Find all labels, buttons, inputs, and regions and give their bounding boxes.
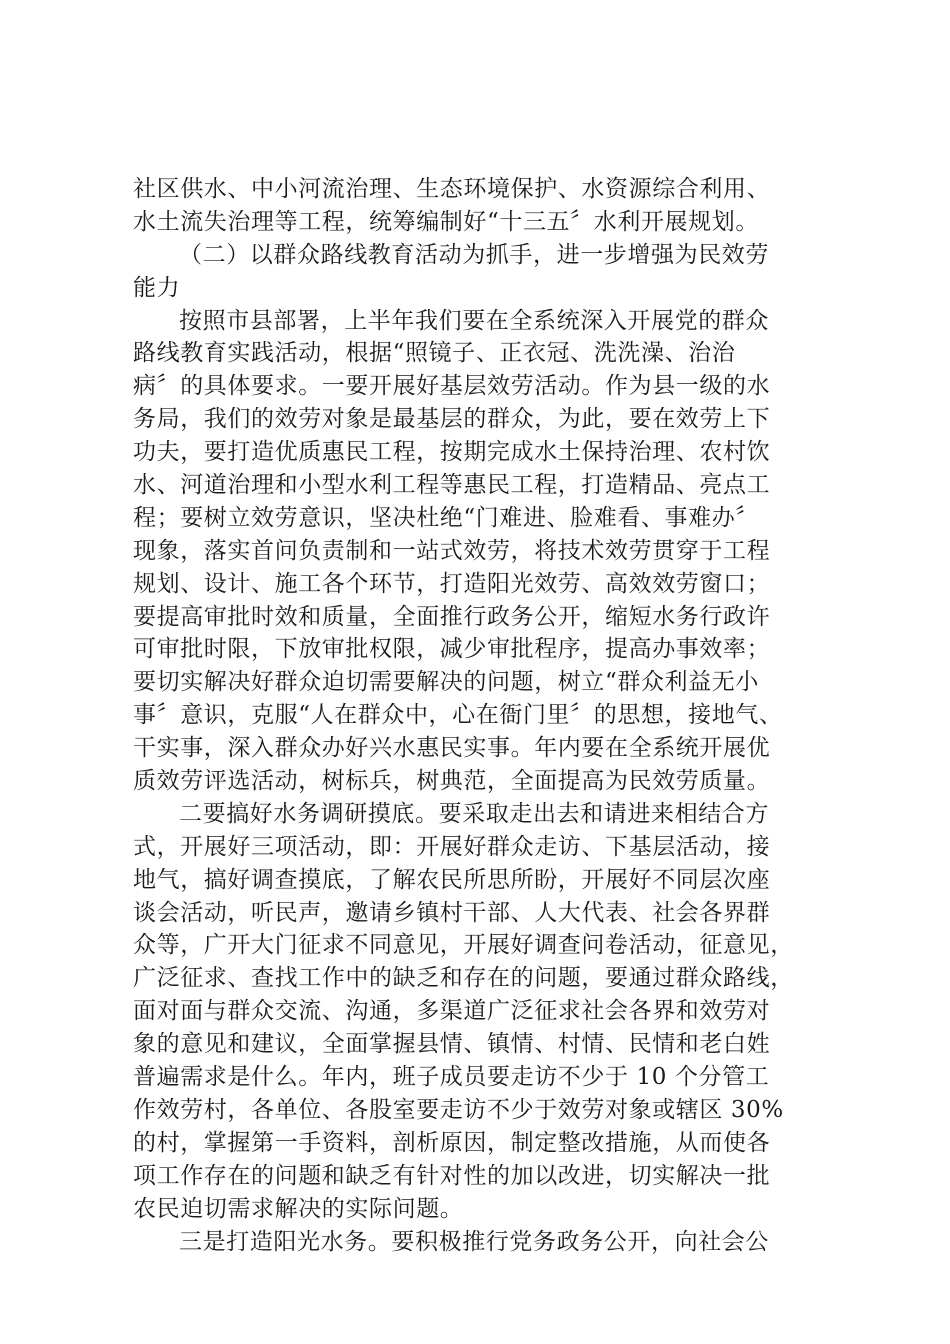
text-line: 式，开展好三项活动，即：开展好群众走访、下基层活动，接 xyxy=(133,833,771,860)
text-line: 社区供水、中小河流治理、生态环境保护、水资源综合利用、 xyxy=(133,176,771,202)
text-line: 规划、设计、施工各个环节，打造阳光效劳、高效效劳窗口； xyxy=(133,570,771,597)
text-line: 面对面与群众交流、沟通，多渠道广泛征求社会各界和效劳对 xyxy=(133,998,771,1025)
section-heading-continuation: 能力 xyxy=(133,274,181,301)
text-line: 现象，落实首问负责制和一站式效劳，将技术效劳贯穿于工程 xyxy=(133,537,771,564)
text-line: 众等，广开大门征求不同意见，开展好调查问卷活动，征意见， xyxy=(133,932,794,959)
paragraph-start: 按照市县部署，上半年我们要在全系统深入开展党的群众 xyxy=(179,307,769,334)
text-line: 地气，搞好调查摸底，了解农民所思所盼，开展好不同层次座 xyxy=(133,866,771,893)
text-line: 干实事，深入群众办好兴水惠民实事。年内要在全系统开展优 xyxy=(133,735,771,762)
text-line: 程；要树立效劳意识，坚决杜绝“门难进、脸难看、事难办〞 xyxy=(133,504,759,531)
text-line: 谈会活动，听民声，邀请乡镇村干部、人大代表、社会各界群 xyxy=(133,899,771,926)
text-line: 的村，掌握第一手资料，剖析原因，制定整改措施，从而使各 xyxy=(133,1129,771,1156)
text-line: 要切实解决好群众迫切需要解决的问题，树立“群众利益无小 xyxy=(133,669,759,696)
body-text xyxy=(133,173,833,1258)
text-line: 要提高审批时效和质量，全面推行政务公开，缩短水务行政许 xyxy=(133,603,771,630)
text-line: 广泛征求、查找工作中的缺乏和存在的问题，要通过群众路线， xyxy=(133,965,794,992)
section-heading: （二）以群众路线教育活动为抓手，进一步增强为民效劳 xyxy=(179,241,769,268)
text-line: 质效劳评选活动，树标兵，树典范，全面提高为民效劳质量。 xyxy=(133,768,771,795)
text-line: 病〞的具体要求。一要开展好基层效劳活动。作为县一级的水 xyxy=(133,373,771,400)
text-line: 普遍需求是什么。年内，班子成员要走访不少于 10 个分管工 xyxy=(133,1064,770,1091)
text-line: 作效劳村，各单位、各股室要走访不少于效劳对象或辖区 30% xyxy=(133,1096,784,1123)
text-line: 功夫，要打造优质惠民工程，按期完成水土保持治理、农村饮 xyxy=(133,439,771,466)
text-line: 水、河道治理和小型水利工程等惠民工程，打造精品、亮点工 xyxy=(133,472,771,499)
text-line: 可审批时限，下放审批权限，减少审批程序，提高办事效率； xyxy=(133,636,771,663)
text-line: 路线教育实践活动，根据“照镜子、正衣冠、洗洗澡、治治 xyxy=(133,340,736,367)
paragraph-start: 二要搞好水务调研摸底。要采取走出去和请进来相结合方 xyxy=(179,800,769,827)
text-line: 项工作存在的问题和缺乏有针对性的加以改进，切实解决一批 xyxy=(133,1162,771,1189)
text-line: 事〞意识，克服“人在群众中，心在衙门里〞的思想，接地气、 xyxy=(133,702,783,729)
paragraph-start: 三是打造阳光水务。要积极推行党务政务公开，向社会公 xyxy=(179,1228,769,1255)
text-line: 务局，我们的效劳对象是最基层的群众，为此，要在效劳上下 xyxy=(133,406,771,433)
text-line: 农民迫切需求解决的实际问题。 xyxy=(133,1195,464,1222)
text-line: 水土流失治理等工程，统筹编制好“十三五〞水利开展规划。 xyxy=(133,208,759,235)
text-line: 象的意见和建议，全面掌握县情、镇情、村情、民情和老白姓 xyxy=(133,1031,771,1058)
